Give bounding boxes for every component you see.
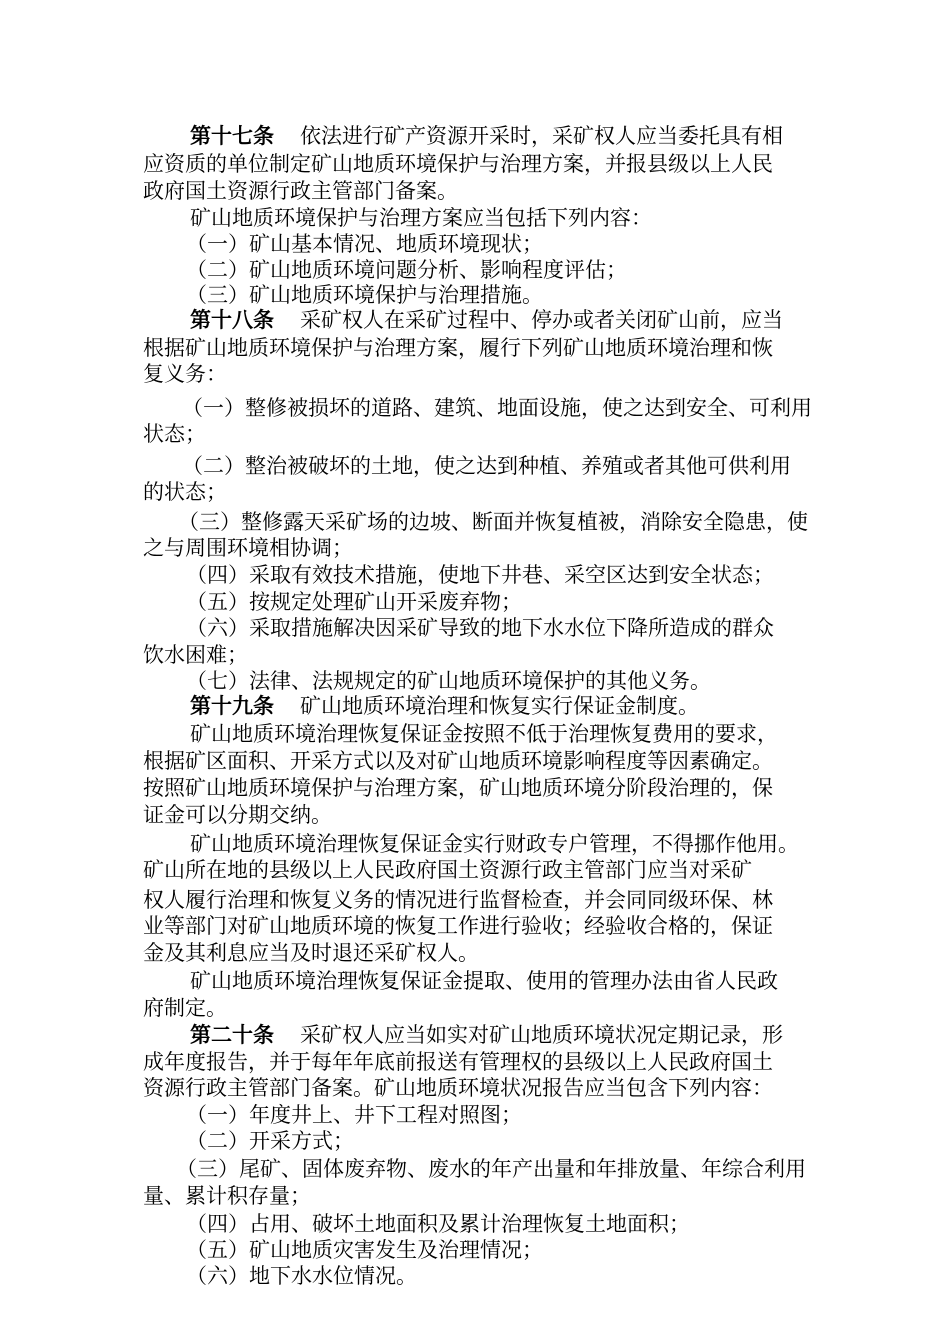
- text-line: 矿山所在地的县级以上人民政府国土资源行政主管部门应当对采矿: [143, 858, 752, 882]
- text-line: 资源行政主管部门备案。矿山地质环境状况报告应当包含下列内容：: [143, 1076, 773, 1100]
- list-item: （五）按规定处理矿山开采废弃物；: [186, 590, 522, 614]
- text-line: 矿山地质环境治理恢复保证金提取、使用的管理办法由省人民政: [190, 969, 778, 993]
- text-line: 根据矿区面积、开采方式以及对矿山地质环境影响程度等因素确定。: [143, 749, 773, 773]
- text-line: 矿山地质环境治理恢复保证金实行财政专户管理，不得挪作他用。: [190, 832, 799, 856]
- article-19-text: 矿山地质环境治理和恢复实行保证金制度。: [300, 694, 699, 718]
- list-item: （二）开采方式；: [186, 1129, 354, 1153]
- article-18-first-line: [190, 308, 783, 332]
- text-line: 矿山地质环境治理恢复保证金按照不低于治理恢复费用的要求，: [190, 722, 778, 746]
- text-line: 金及其利息应当及时退还采矿权人。: [143, 941, 479, 965]
- list-item: （四）采取有效技术措施，使地下井巷、采空区达到安全状态；: [186, 563, 774, 587]
- text-line: 按照矿山地质环境保护与治理方案，矿山地质环境分阶段治理的，保: [143, 776, 773, 800]
- text-line: 应资质的单位制定矿山地质环境保护与治理方案，并报县级以上人民: [143, 152, 773, 176]
- list-item: （三）整修露天采矿场的边坡、断面并恢复植被，消除安全隐患，使: [178, 510, 808, 534]
- article-19-heading: 第十九条: [190, 694, 274, 718]
- text-line: 之与周围环境相协调；: [143, 536, 353, 560]
- article-20-first-line: [190, 1023, 783, 1047]
- article-17-first-line: [190, 124, 783, 148]
- list-item: （六）地下水水位情况。: [186, 1264, 417, 1288]
- text-line: 状态；: [143, 422, 206, 446]
- list-item: （一）整修被损坏的道路、建筑、地面设施，使之达到安全、可利用: [182, 396, 812, 420]
- article-20-text: 采矿权人应当如实对矿山地质环境状况定期记录，形: [300, 1023, 783, 1047]
- text-line: 根据矿山地质环境保护与治理方案，履行下列矿山地质环境治理和恢: [143, 336, 773, 360]
- list-item: （五）矿山地质灾害发生及治理情况；: [186, 1238, 543, 1262]
- article-19-first-line: [190, 694, 699, 718]
- text-line: 饮水困难；: [143, 643, 248, 667]
- text-line: 复义务：: [143, 362, 227, 386]
- text-line: 府制定。: [143, 996, 227, 1020]
- text-line: 矿山地质环境保护与治理方案应当包括下列内容：: [190, 206, 652, 230]
- list-item: （四）占用、破坏土地面积及累计治理恢复土地面积；: [186, 1212, 690, 1236]
- text-line: 的状态；: [143, 480, 227, 504]
- list-item: （七）法律、法规规定的矿山地质环境保护的其他义务。: [186, 669, 711, 693]
- list-item: （六）采取措施解决因采矿导致的地下水水位下降所造成的群众: [186, 616, 774, 640]
- list-item: （一）年度井上、井下工程对照图；: [186, 1103, 522, 1127]
- text-line: 业等部门对矿山地质环境的恢复工作进行验收；经验收合格的，保证: [143, 914, 773, 938]
- article-18-text: 采矿权人在采矿过程中、停办或者关闭矿山前，应当: [300, 308, 783, 332]
- text-line: 证金可以分期交纳。: [143, 803, 332, 827]
- article-17-heading: 第十七条: [190, 124, 274, 148]
- text-line: 成年度报告，并于每年年底前报送有管理权的县级以上人民政府国土: [143, 1050, 773, 1074]
- list-item: （二）整治被破坏的土地，使之达到种植、养殖或者其他可供利用: [182, 454, 791, 478]
- article-17-text: 依法进行矿产资源开采时，采矿权人应当委托具有相: [300, 124, 783, 148]
- list-item: （二）矿山地质环境问题分析、影响程度评估；: [186, 258, 627, 282]
- text-line: 政府国土资源行政主管部门备案。: [143, 179, 458, 203]
- list-item: （三）矿山地质环境保护与治理措施。: [186, 283, 543, 307]
- text-line: 权人履行治理和恢复义务的情况进行监督检查，并会同同级环保、林: [143, 888, 773, 912]
- text-line: 量、累计积存量；: [143, 1184, 311, 1208]
- list-item: （一）矿山基本情况、地质环境现状；: [186, 232, 543, 256]
- list-item: （三）尾矿、固体废弃物、废水的年产出量和年排放量、年综合利用: [176, 1157, 806, 1181]
- article-18-heading: 第十八条: [190, 308, 274, 332]
- article-20-heading: 第二十条: [190, 1023, 274, 1047]
